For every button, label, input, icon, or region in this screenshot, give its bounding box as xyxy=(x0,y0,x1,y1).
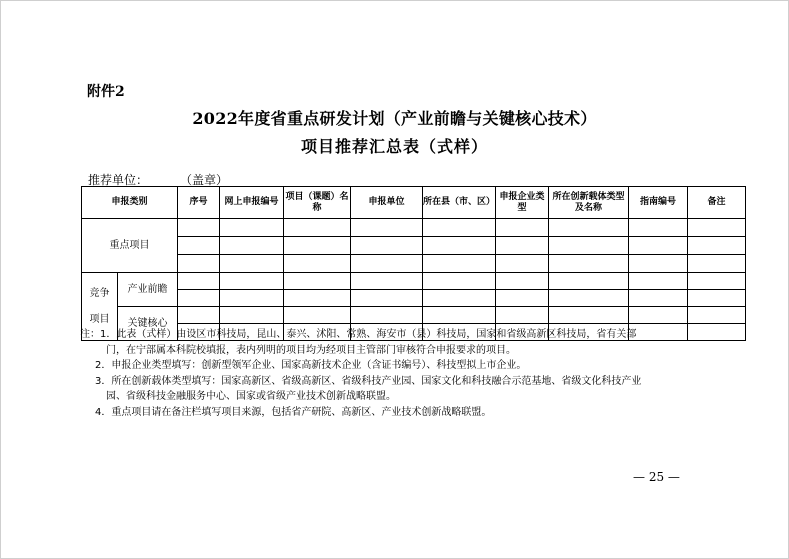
recommend-unit-label: 推荐单位： xyxy=(88,173,149,187)
table-row xyxy=(82,255,746,273)
row-label-key-core: 关键核心 xyxy=(118,307,178,341)
header-seq: 序号 xyxy=(178,187,220,219)
table-row xyxy=(82,219,746,237)
document-title: 2022年度省重点研发计划（产业前瞻与关键核心技术） xyxy=(192,109,597,128)
row-label-competitive: 竞争 项目 xyxy=(82,273,118,341)
row-label-key-project: 重点项目 xyxy=(82,219,178,273)
note-3: 3．所在创新载体类型填写：国家高新区、省级高新区、省级科技产业园、国家文化和科技融合示范基地、省级文化科技产业 xyxy=(95,375,642,387)
header-row xyxy=(82,187,746,219)
header-carrier: 所在创新载体类型及名称 xyxy=(549,187,629,219)
header-guide-no: 指南编号 xyxy=(629,187,688,219)
note-4: 4．重点项目请在备注栏填写项目来源，包括省产研院、高新区、产业技术创新战略联盟。 xyxy=(95,406,492,418)
header-category: 申报类别 xyxy=(82,187,178,219)
note-2: 2．申报企业类型填写：创新型领军企业、国家高新技术企业（含证书编号）、科技型拟上市企业。 xyxy=(95,360,527,371)
table-row xyxy=(82,307,746,324)
notes-section xyxy=(80,327,730,420)
summary-table xyxy=(81,186,746,341)
header-county: 所在县（市、区） xyxy=(423,187,496,219)
document-subtitle: 项目推荐汇总表（式样） xyxy=(300,137,488,156)
note-3-cont: 园、省级科技金融服务中心、国家或省级产业技术创新战略联盟。 xyxy=(106,391,396,402)
note-1: 注：1．此表（式样）由设区市科技局，昆山、泰兴、沭阳、常熟、海安市（县）科技局，国家和省级高新区科技局，省有关部 xyxy=(80,329,637,340)
header-online-no: 网上申报编号 xyxy=(220,187,284,219)
attachment-label: 附件2 xyxy=(87,84,125,100)
header-project-name: 项目（课题）名称 xyxy=(284,187,351,219)
seal-label: （盖章） xyxy=(186,173,229,187)
header-remark: 备注 xyxy=(688,187,746,219)
page-number: — 25 — xyxy=(633,470,680,484)
table-row xyxy=(82,273,746,290)
row-label-industry-foresight: 产业前瞻 xyxy=(118,273,178,307)
header-enterprise-type: 申报企业类型 xyxy=(496,187,549,219)
table-row xyxy=(82,290,746,307)
header-applicant: 申报单位 xyxy=(351,187,423,219)
note-1-cont: 门，在宁部属本科院校填报，表内列明的项目均为经项目主管部门审核符合申报要求的项目。 xyxy=(106,344,516,356)
table-row xyxy=(82,237,746,255)
